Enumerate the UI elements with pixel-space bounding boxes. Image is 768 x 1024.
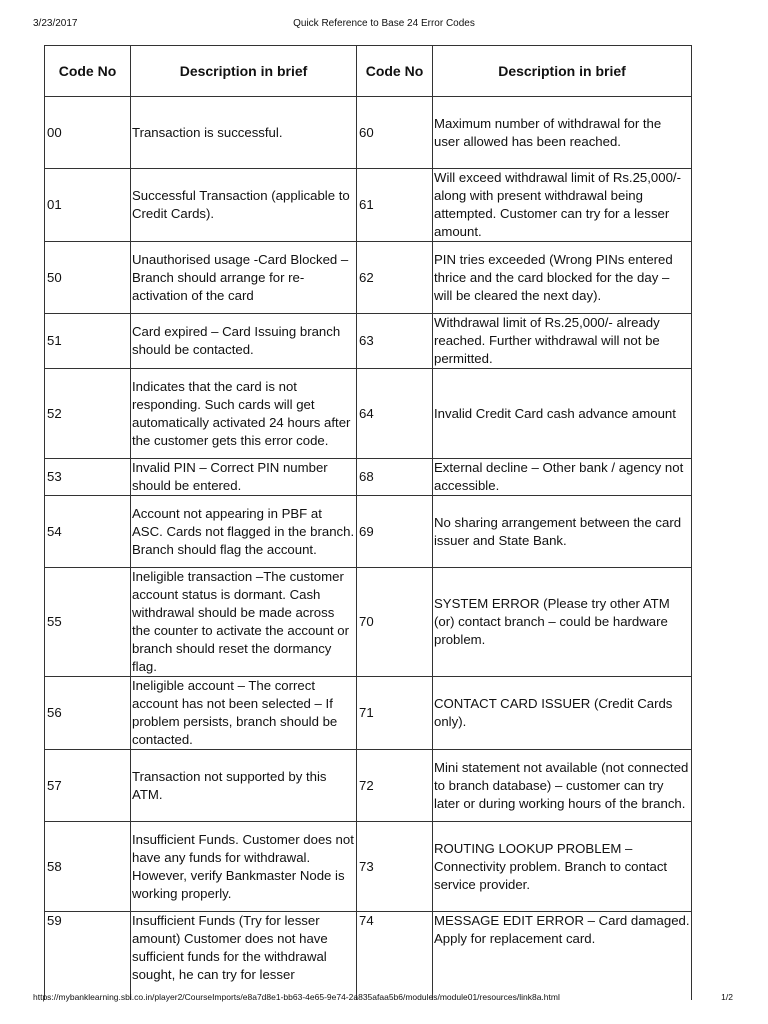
error-description: Will exceed withdrawal limit of Rs.25,000/- along with present withdrawal being attempted. Customer can try for a lesser amount. <box>433 169 692 242</box>
table-row <box>45 97 692 169</box>
table-row <box>45 822 692 912</box>
error-code: 69 <box>357 496 433 568</box>
page-number: 1/2 <box>721 992 733 1002</box>
error-code: 60 <box>357 97 433 169</box>
error-description: Ineligible account – The correct account has not been selected – If problem persists, branch should be contacted. <box>131 677 357 750</box>
table-row <box>45 242 692 314</box>
table-row <box>45 912 692 1000</box>
page-footer-url: https://mybanklearning.sbi.co.in/player2/CourseImports/e8a7d8e1-bb63-4e65-9e74-2a835afaa5b6/modules/module01/resources/link8a.html <box>33 992 560 1002</box>
column-header-code-1: Code No <box>45 46 131 97</box>
page-header-title: Quick Reference to Base 24 Error Codes <box>293 18 475 29</box>
table-row <box>45 459 692 496</box>
column-header-code-2: Code No <box>357 46 433 97</box>
error-description: Transaction is successful. <box>131 97 357 169</box>
error-description: Ineligible transaction –The customer account status is dormant. Cash withdrawal should be made across the counter to activate the account or branch should reset the dormancy flag. <box>131 568 357 677</box>
error-description: Insufficient Funds. Customer does not have any funds for withdrawal. However, verify Bankmaster Node is working properly. <box>131 822 357 912</box>
error-description: SYSTEM ERROR (Please try other ATM (or) contact branch – could be hardware problem. <box>433 568 692 677</box>
error-description: Insufficient Funds (Try for lesser amount) Customer does not have sufficient funds for the withdrawal sought, he can try for lesser <box>131 912 357 1000</box>
error-code: 64 <box>357 369 433 459</box>
table-row <box>45 369 692 459</box>
error-code: 58 <box>45 822 131 912</box>
error-description: External decline – Other bank / agency not accessible. <box>433 459 692 496</box>
error-description: Mini statement not available (not connected to branch database) – customer can try later or during working hours of the branch. <box>433 750 692 822</box>
error-code: 72 <box>357 750 433 822</box>
table-row <box>45 314 692 369</box>
error-code: 53 <box>45 459 131 496</box>
error-description: Successful Transaction (applicable to Credit Cards). <box>131 169 357 242</box>
error-code: 51 <box>45 314 131 369</box>
error-code: 50 <box>45 242 131 314</box>
error-code: 73 <box>357 822 433 912</box>
table-row <box>45 750 692 822</box>
error-code: 68 <box>357 459 433 496</box>
error-code: 63 <box>357 314 433 369</box>
error-description: Unauthorised usage -Card Blocked – Branch should arrange for re-activation of the card <box>131 242 357 314</box>
error-description: MESSAGE EDIT ERROR – Card damaged. Apply for replacement card. <box>433 912 692 1000</box>
error-description: Invalid PIN – Correct PIN number should be entered. <box>131 459 357 496</box>
table-row <box>45 169 692 242</box>
error-description: Transaction not supported by this ATM. <box>131 750 357 822</box>
table-row <box>45 568 692 677</box>
error-code: 01 <box>45 169 131 242</box>
page-header-date: 3/23/2017 <box>33 18 78 29</box>
error-code: 74 <box>357 912 433 1000</box>
error-description: CONTACT CARD ISSUER (Credit Cards only). <box>433 677 692 750</box>
error-code: 57 <box>45 750 131 822</box>
column-header-description-1: Description in brief <box>131 46 357 97</box>
error-code: 00 <box>45 97 131 169</box>
error-description: Card expired – Card Issuing branch should be contacted. <box>131 314 357 369</box>
error-description: Indicates that the card is not responding. Such cards will get automatically activated 24 hours after the customer gets this error code. <box>131 369 357 459</box>
error-code: 52 <box>45 369 131 459</box>
error-description: Maximum number of withdrawal for the user allowed has been reached. <box>433 97 692 169</box>
error-code: 70 <box>357 568 433 677</box>
error-code: 61 <box>357 169 433 242</box>
table-row <box>45 677 692 750</box>
table-row <box>45 496 692 568</box>
error-description: ROUTING LOOKUP PROBLEM – Connectivity problem. Branch to contact service provider. <box>433 822 692 912</box>
error-code: 62 <box>357 242 433 314</box>
error-code: 71 <box>357 677 433 750</box>
error-description: Invalid Credit Card cash advance amount <box>433 369 692 459</box>
error-code: 54 <box>45 496 131 568</box>
column-header-description-2: Description in brief <box>433 46 692 97</box>
error-codes-table <box>44 45 692 1000</box>
error-description: Withdrawal limit of Rs.25,000/- already reached. Further withdrawal will not be permitted. <box>433 314 692 369</box>
error-description: No sharing arrangement between the card issuer and State Bank. <box>433 496 692 568</box>
error-code: 55 <box>45 568 131 677</box>
error-code: 59 <box>45 912 131 1000</box>
table-header-row <box>45 46 692 97</box>
error-description: Account not appearing in PBF at ASC. Cards not flagged in the branch. Branch should flag the account. <box>131 496 357 568</box>
error-code: 56 <box>45 677 131 750</box>
error-description: PIN tries exceeded (Wrong PINs entered thrice and the card blocked for the day – will be cleared the next day). <box>433 242 692 314</box>
